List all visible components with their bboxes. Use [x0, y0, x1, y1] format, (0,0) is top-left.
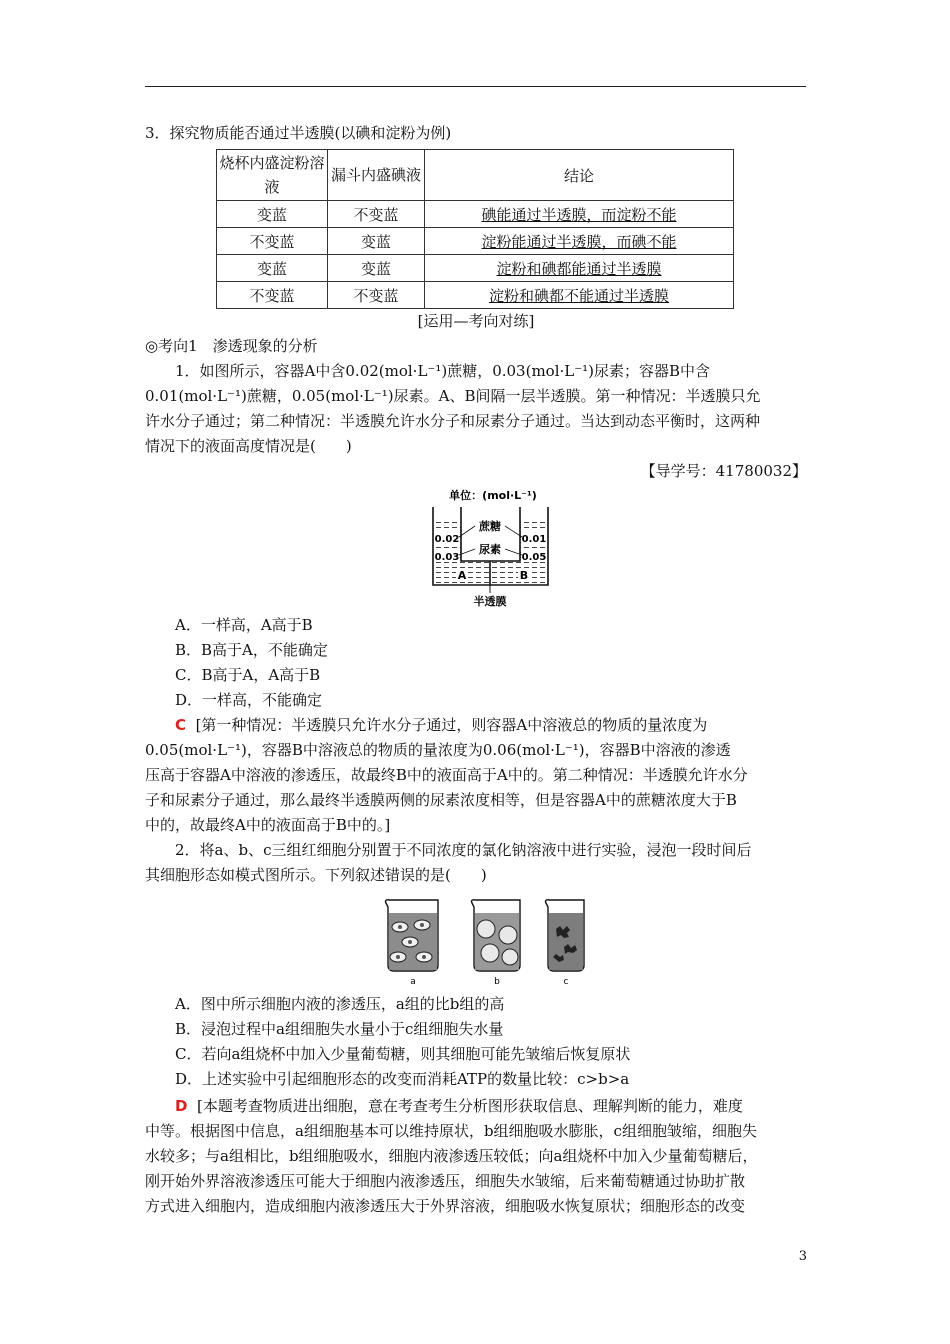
table-row [217, 255, 734, 282]
a-urea-value: 0.03 [434, 552, 460, 563]
table-header-row [217, 150, 734, 201]
table-header-cell: 结论 [425, 150, 734, 201]
q1-explanation-first [175, 713, 837, 738]
beaker-label-c: c [563, 977, 569, 987]
q1-option: A．一样高，A高于B [175, 616, 313, 634]
practice-label: [运用—考向对练] [417, 312, 535, 330]
table-conclusion: 淀粉能通过半透膜，而碘不能 [481, 232, 677, 251]
table-row [217, 228, 734, 255]
beaker-label-b: b [494, 977, 500, 987]
q2-explanation-line: 中等。根据图中信息，a组细胞基本可以维持原状，b组细胞吸水膨胀，c组细胞皱缩，细胞失 [145, 1122, 757, 1140]
q2-option: A．图中所示细胞内液的渗透压，a组的比b组的高 [175, 995, 505, 1013]
q1-explanation-line: [第一种情况：半透膜只允许水分子通过，则容器A中溶液总的物质的量浓度为 [195, 716, 708, 734]
guide-number: 【导学号：41780032】 [640, 462, 807, 480]
q1-line: 情况下的液面高度情况是( ) [145, 437, 352, 455]
q2-line: 其细胞形态如模式图所示。下列叙述错误的是( ) [145, 866, 487, 884]
unit-label: 单位：(mol·L⁻¹) [449, 489, 537, 502]
q2-line: 2．将a、b、c三组红细胞分别置于不同浓度的氯化钠溶液中进行实验，浸泡一段时间后 [175, 841, 752, 859]
q1-answer: C [175, 716, 187, 734]
table-row [217, 282, 734, 309]
membrane-label: 半透膜 [473, 595, 507, 608]
urea-label: 尿素 [479, 543, 501, 556]
table-cell: 变蓝 [328, 228, 425, 255]
table-cell: 不变蓝 [217, 282, 328, 309]
sucrose-label: 蔗糖 [479, 520, 501, 533]
b-urea-value: 0.05 [521, 552, 547, 563]
table-header-cell: 漏斗内盛碘液 [328, 150, 425, 201]
table-cell: 不变蓝 [328, 282, 425, 309]
table-cell: 不变蓝 [328, 201, 425, 228]
q1-line: 1．如图所示，容器A中含0.02(mol·L⁻¹)蔗糖，0.03(mol·L⁻¹)尿素；容器B中含 [175, 362, 711, 380]
q1-explanation-line: 中的，故最终A中的液面高于B中的。] [145, 816, 391, 834]
q1-line: 0.01(mol·L⁻¹)蔗糖，0.05(mol·L⁻¹)尿素。A、B间隔一层半透膜。第一种情况：半透膜只允 [145, 387, 761, 405]
q2-option: D．上述实验中引起细胞形态的改变而消耗ATP的数量比较：c>b>a [175, 1070, 630, 1088]
section3-heading: 3．探究物质能否通过半透膜(以碘和淀粉为例) [145, 124, 452, 142]
table-cell: 变蓝 [217, 201, 328, 228]
label-b: B [519, 569, 529, 582]
q1-explanation-line: 压高于容器A中溶液的渗透压，故最终B中的液面高于A中的。第二种情况：半透膜允许水分 [145, 766, 748, 784]
q1-option: D．一样高，不能确定 [175, 691, 323, 709]
table-row [217, 201, 734, 228]
table-conclusion: 碘能通过半透膜，而淀粉不能 [481, 205, 677, 224]
q1-option: B．B高于A，不能确定 [175, 641, 328, 659]
b-sucrose-value: 0.01 [521, 534, 547, 545]
q2-explanation-line: 刚开始外界溶液渗透压可能大于细胞内液渗透压，细胞失水皱缩，后来葡萄糖通过协助扩散 [145, 1172, 746, 1190]
q2-option: C．若向a组烧杯中加入少量葡萄糖，则其细胞可能先皱缩后恢复原状 [175, 1045, 631, 1063]
q1-explanation-line: 0.05(mol·L⁻¹)，容器B中溶液总的物质的量浓度为0.06(mol·L⁻¹)，容器B中溶液的渗透 [145, 741, 731, 759]
header-rule [145, 86, 806, 87]
table-conclusion: 淀粉和碘都不能通过半透膜 [488, 286, 669, 305]
table-header-cell: 烧杯内盛淀粉溶液 [217, 150, 328, 201]
beakers-figure [380, 895, 590, 987]
q1-option: C．B高于A，A高于B [175, 666, 321, 684]
q1-line: 许水分子通过；第二种情况：半透膜允许水分子和尿素分子通过。当达到动态平衡时，这两种 [145, 412, 761, 430]
table-conclusion: 淀粉和碘都能通过半透膜 [496, 259, 662, 278]
beaker-b [472, 900, 521, 971]
beaker-a [386, 900, 439, 971]
q2-explanation-line: 水较多；与a组相比，b组细胞吸水，细胞内液渗透压较低；向a组烧杯中加入少量葡萄糖后， [145, 1147, 758, 1165]
table-cell: 不变蓝 [217, 228, 328, 255]
beaker-c [546, 900, 585, 971]
label-a: A [457, 569, 467, 582]
q2-option: B．浸泡过程中a组细胞失水量小于c组细胞失水量 [175, 1020, 504, 1038]
beaker-label-a: a [410, 977, 416, 987]
table-cell: 变蓝 [328, 255, 425, 282]
q2-answer: D [175, 1097, 188, 1115]
q2-explanation-first [175, 1094, 837, 1119]
iodine-starch-table [216, 149, 734, 309]
page-number: 3 [798, 1249, 807, 1264]
kaoxiang-heading: ◎考向1 渗透现象的分析 [145, 337, 318, 355]
q2-explanation-line: [本题考查物质进出细胞，意在考查考生分析图形获取信息、理解判断的能力，难度 [197, 1097, 743, 1115]
table-cell: 变蓝 [217, 255, 328, 282]
a-sucrose-value: 0.02 [434, 534, 460, 545]
q2-explanation-line: 方式进入细胞内，造成细胞内液渗透压大于外界溶液，细胞吸水恢复原状；细胞形态的改变 [145, 1197, 746, 1215]
u-tube-figure [428, 485, 558, 610]
q1-explanation-line: 子和尿素分子通过，那么最终半透膜两侧的尿素浓度相等，但是容器A中的蔗糖浓度大于B [145, 791, 737, 809]
